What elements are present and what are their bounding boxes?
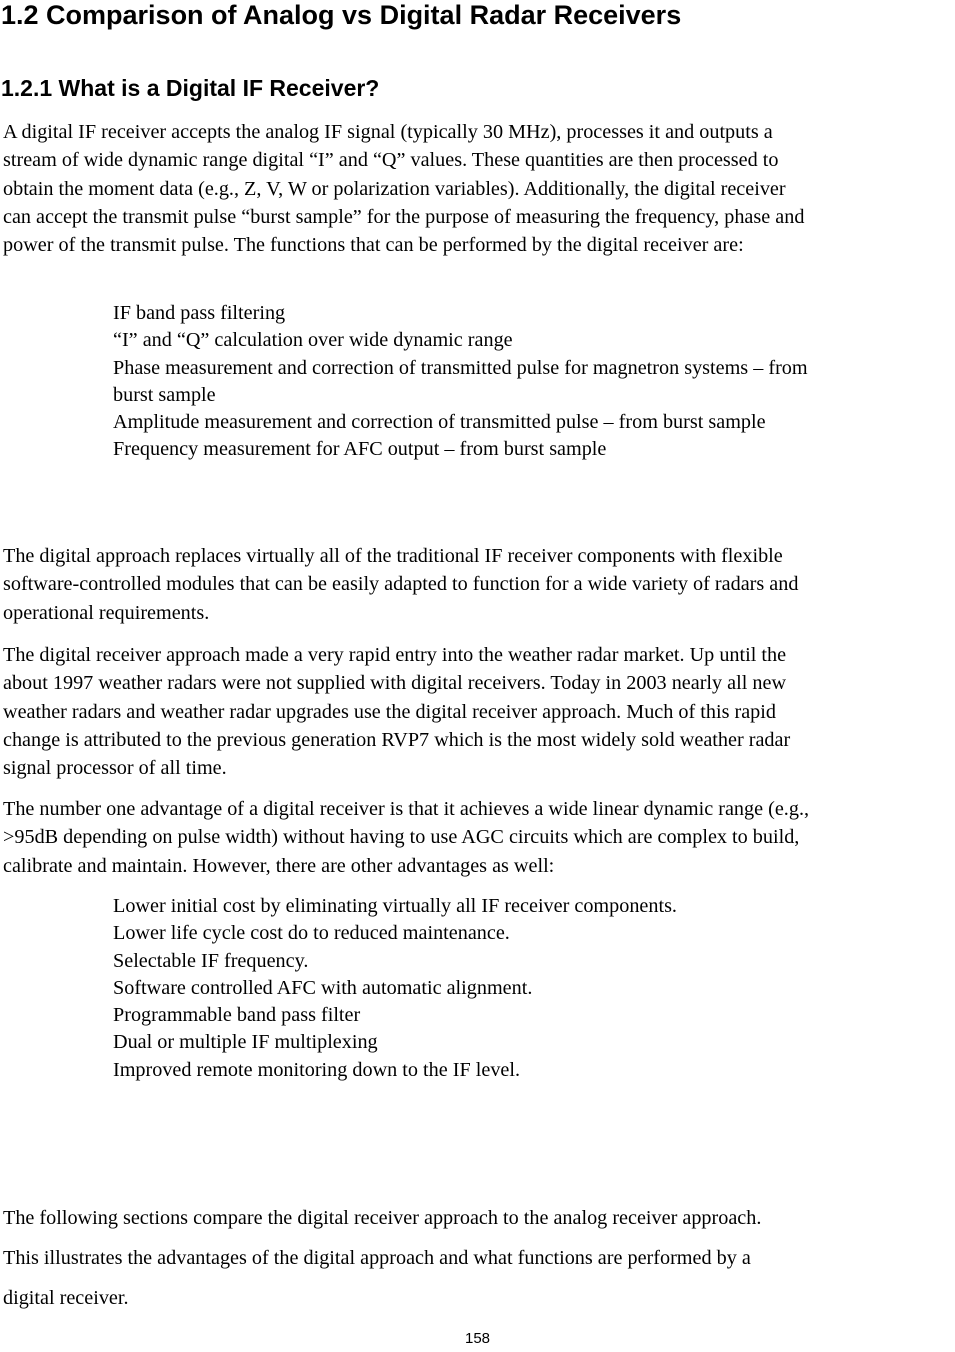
section-heading: 1.2 Comparison of Analog vs Digital Radar Receivers: [1, 0, 682, 30]
approach-line: The digital approach replaces virtually all of the traditional IF receiver components with flexible: [3, 545, 783, 567]
closing-line: digital receiver.: [3, 1287, 129, 1309]
advantages-list: [113, 893, 677, 1084]
market-line: weather radars and weather radar upgrades use the digital receiver approach. Much of this rapid: [3, 700, 776, 723]
receiver-functions-list: [113, 300, 808, 464]
list-item: Lower initial cost by eliminating virtually all IF receiver components.: [113, 895, 677, 917]
intro-line: power of the transmit pulse. The functions that can be performed by the digital receiver are:: [3, 234, 744, 257]
market-line: change is attributed to the previous generation RVP7 which is the most widely sold weather radar: [3, 728, 791, 751]
list-item: Improved remote monitoring down to the IF level.: [113, 1058, 521, 1081]
list-item: Dual or multiple IF multiplexing: [113, 1031, 378, 1054]
list-item: burst sample: [113, 383, 216, 406]
list-item: Amplitude measurement and correction of transmitted pulse – from burst sample: [113, 411, 766, 434]
closing-paragraph: [3, 1198, 761, 1318]
page-number: 158: [464, 1330, 491, 1347]
advantage-line: The number one advantage of a digital receiver is that it achieves a wide linear dynamic range (e.g.,: [3, 798, 810, 820]
list-item: Phase measurement and correction of transmitted pulse for magnetron systems – from: [113, 356, 808, 379]
approach-paragraph: [3, 542, 955, 627]
intro-line: obtain the moment data (e.g., Z, V, W or polarization variables). Additionally, the digital receiver: [3, 177, 786, 200]
list-item: Frequency measurement for AFC output – from burst sample: [113, 438, 607, 461]
closing-line: The following sections compare the digital receiver approach to the analog receiver approach.: [3, 1207, 762, 1229]
closing-line: This illustrates the advantages of the digital approach and what functions are performed by a: [3, 1247, 751, 1269]
list-item: Lower life cycle cost do to reduced maintenance.: [113, 922, 510, 945]
intro-line: stream of wide dynamic range digital “I” and “Q” values. These quantities are then processed to: [3, 149, 779, 172]
subsection-heading: 1.2.1 What is a Digital IF Receiver?: [1, 75, 380, 101]
market-paragraph: [3, 641, 955, 782]
market-line: The digital receiver approach made a very rapid entry into the weather radar market. Up until the: [3, 644, 787, 666]
intro-paragraph: [3, 118, 955, 259]
advantage-paragraph: [3, 795, 955, 880]
approach-line: operational requirements.: [3, 601, 210, 624]
list-item: Selectable IF frequency.: [113, 949, 309, 972]
market-line: about 1997 weather radars were not supplied with digital receivers. Today in 2003 nearly all new: [3, 672, 787, 695]
market-line: signal processor of all time.: [3, 757, 227, 780]
intro-line: can accept the transmit pulse “burst sample” for the purpose of measuring the frequency, phase and: [3, 205, 805, 228]
intro-line: A digital IF receiver accepts the analog IF signal (typically 30 MHz), processes it and outputs a: [3, 121, 773, 143]
list-item: IF band pass filtering: [113, 302, 286, 324]
advantage-line: >95dB depending on pulse width) without having to use AGC circuits which are complex to build,: [3, 826, 800, 849]
list-item: Software controlled AFC with automatic alignment.: [113, 976, 533, 999]
list-item: Programmable band pass filter: [113, 1004, 361, 1027]
list-item: “I” and “Q” calculation over wide dynamic range: [113, 329, 513, 352]
advantage-line: calibrate and maintain. However, there are other advantages as well:: [3, 854, 555, 877]
approach-line: software-controlled modules that can be easily adapted to function for a wide variety of radars and: [3, 573, 799, 596]
